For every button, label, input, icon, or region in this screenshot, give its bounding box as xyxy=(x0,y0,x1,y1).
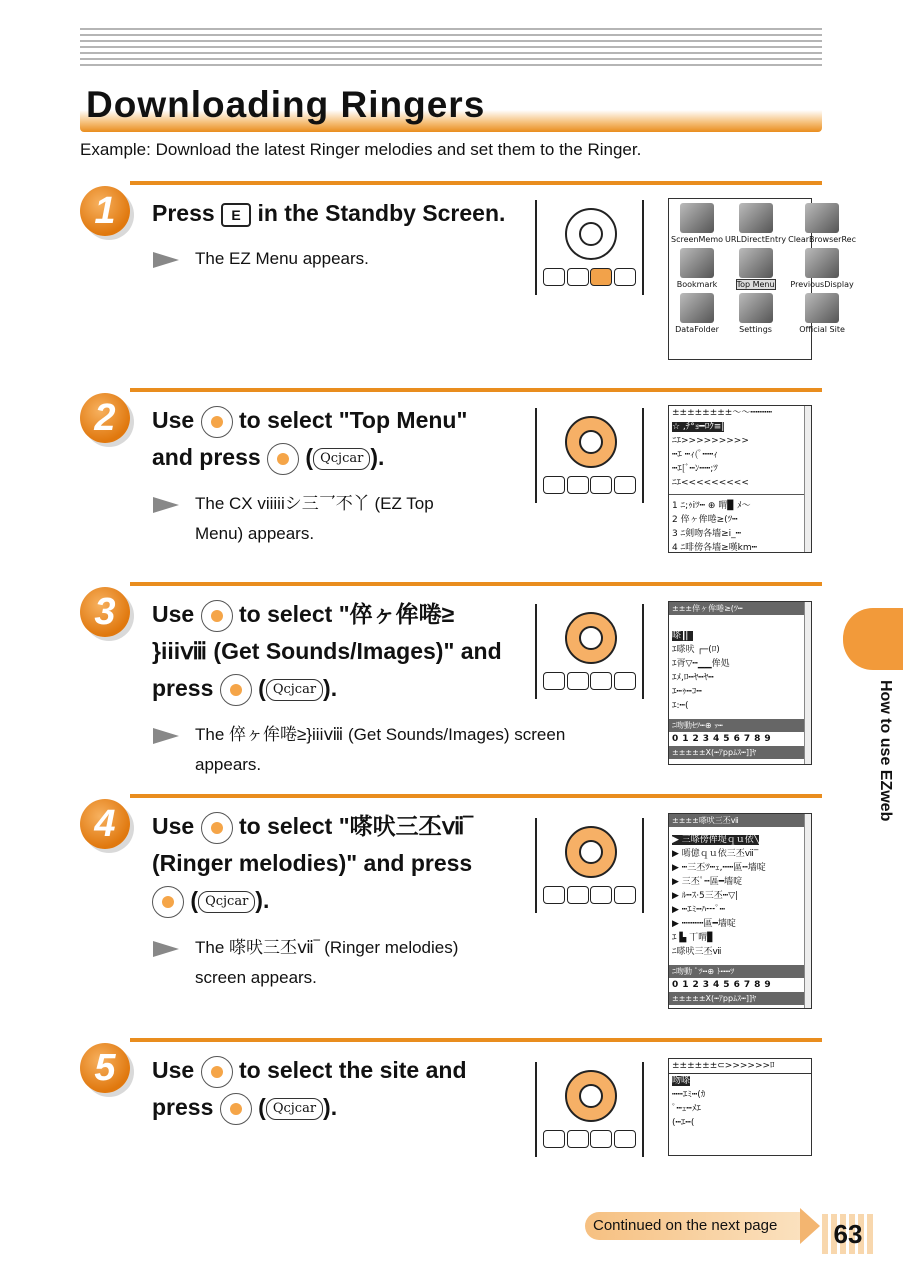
step-2-number: 2 xyxy=(80,393,130,443)
previous-display-icon xyxy=(805,248,839,278)
select-key-icon: Qcjcar xyxy=(266,679,323,701)
screenmemo-icon xyxy=(680,203,714,233)
select-key-icon: Qcjcar xyxy=(198,891,255,913)
step-1-note: The EZ Menu appears. xyxy=(195,249,369,268)
step-1-divider xyxy=(130,181,822,185)
select-key-icon: Qcjcar xyxy=(313,448,370,470)
clear-browser-icon xyxy=(805,203,839,233)
dpad-center-icon xyxy=(579,626,603,650)
step-2-divider xyxy=(130,388,822,392)
official-site-icon xyxy=(805,293,839,323)
step-4-number: 4 xyxy=(80,799,130,849)
dpad-icon xyxy=(201,812,233,844)
step-3-number: 3 xyxy=(80,587,130,637)
select-key-icon: Qcjcar xyxy=(266,1098,323,1120)
phone-keypad-3 xyxy=(535,604,644,699)
data-folder-icon xyxy=(680,293,714,323)
ez-key-icon: E xyxy=(221,203,251,227)
step-5-heading: Use to select the site and press ( Qcjcar ). xyxy=(152,1052,467,1126)
get-sounds-screen: ±±±倅ヶ侔啳≥(ﾂ┅ 嗏┃▏ ｴ嗏吠 ┌─(ﾛ) ｴ胥▽┅▁▁侔処 ｴﾒ,ﾛ┅ﾔ┅ﾔ┅ ｴ┅ｩ┅ｺ┅ ｴ:┅( ﾆ吻動ｾﾂ┅⊕ ｯ┅ 0123456789 ±±±±±X(┅ｱppﾑｽ┅]]ﾔ xyxy=(668,601,812,765)
arrow-icon xyxy=(153,941,179,957)
dpad-center-icon xyxy=(579,430,603,454)
dpad-icon xyxy=(220,674,252,706)
dpad-center-icon xyxy=(579,1084,603,1108)
dpad-center-icon xyxy=(579,840,603,864)
dpad-icon xyxy=(152,886,184,918)
step-2-note: The CX viiiiiシ三乛不丫 (EZ Top Menu) appears. xyxy=(195,494,434,543)
continued-banner: Continued on the next page xyxy=(585,1212,813,1240)
side-tab xyxy=(843,608,903,670)
step-5-divider xyxy=(130,1038,822,1042)
step-4-divider xyxy=(130,794,822,798)
step-3-heading: Use to select "倅ヶ侔啳≥ }iiiⅷ (Get Sounds/Images)" and press ( Qcjcar ). xyxy=(152,596,502,707)
settings-icon xyxy=(739,293,773,323)
arrow-icon xyxy=(153,728,179,744)
step-3-divider xyxy=(130,582,822,586)
step-3-note: The 倅ヶ侔啳≥}iiiⅷ (Get Sounds/Images) screen appears. xyxy=(195,725,566,774)
dpad-icon xyxy=(220,1093,252,1125)
step-4-note: The 嗏吠三丕ⅶ‾ (Ringer melodies) screen appears. xyxy=(195,938,459,987)
site-list-screen: ±±±±±±⊂>>>>>>ﾛ 吻嗏 ┅┅ｴﾐ┅(ｶ ﾟ┅ｪ┅ﾒｴ (┅ｴ┅( xyxy=(668,1058,812,1156)
phone-keypad-4 xyxy=(535,818,644,913)
phone-keypad-2 xyxy=(535,408,644,503)
bookmark-icon xyxy=(680,248,714,278)
page-title: Downloading Ringers xyxy=(86,84,486,125)
example-text: Example: Download the latest Ringer melodies and set them to the Ringer. xyxy=(80,140,642,159)
url-entry-icon xyxy=(739,203,773,233)
step-4-heading: Use to select "嗏吠三丕ⅶ‾ (Ringer melodies)" and press ( Qcjcar ). xyxy=(152,808,472,919)
arrow-icon xyxy=(153,497,179,513)
dpad-icon xyxy=(201,600,233,632)
dpad-icon xyxy=(267,443,299,475)
ez-button-icon xyxy=(590,268,612,286)
phone-keypad-1 xyxy=(535,200,644,295)
dpad-icon xyxy=(201,406,233,438)
arrow-icon xyxy=(153,252,179,268)
step-1-heading: Press E in the Standby Screen. xyxy=(152,200,506,226)
ez-menu-screen: ScreenMemo URLDirectEntry ClearBrowserRec Bookmark Top Menu PreviousDisplay DataFolder Settings Official Site xyxy=(668,198,812,360)
dpad-center-icon xyxy=(579,222,603,246)
phone-keypad-5 xyxy=(535,1062,644,1157)
dpad-icon xyxy=(201,1056,233,1088)
continue-arrow-icon xyxy=(800,1208,820,1244)
step-1-number: 1 xyxy=(80,186,130,236)
header-stripes xyxy=(80,28,822,66)
top-menu-icon xyxy=(739,248,773,278)
page-number: 63 xyxy=(822,1214,874,1254)
step-5-number: 5 xyxy=(80,1043,130,1093)
ez-top-screen: ±±±±±±±±〜〜┅┅┅┅ ☆ ,ﾁ°ｮ━ﾛｸ≡| ﾆｴ>>>>>>>>> ┅ｴ ┅ｨ(ﾟ┅┅ｨ ┅ｴ[ﾞ┅ﾝ┅┅;ﾂ ﾆｴ<<<<<<<<< 1 ﾆ;ｩiﾂ┅ ⊕ 喟▉ ﾒ〜 2 倅ヶ侔啳≥(ﾂ┅ 3 ﾆ剣吻各墻≥i_┅ 4 ﾆ啡傍各墻≥嘆km┅ xyxy=(668,405,812,553)
side-tab-label: How to use EZweb xyxy=(877,680,894,822)
ringer-melodies-screen: ±±±±嗏吠三丕ⅶ ▶ 三嗏傍侔堤ｑｕ依╲ ▶ 嘕億ｑｕ依三丕ⅶ‾ ▶ ┅三丕ﾂ┅ｪ,┅┅區┅墻啶 ▶ 三丕ﾟ┅區━墻啶 ▶ ﾙ┅ｽ·5三丕┅▽| ▶ ┅ｴﾐ┅ﾊ┅ﾟ┅ ▶ ┅┅┅┅區━墻啶 ｴ ▙ 丅喟▊ ﾆ嗏吠三丕ⅶ ﾆ吻動 ﾟﾂ┅⊕ ﾄ┅┅ﾂ 0123456789 ±±±±±X(┅ｱppﾑｽ┅]]ﾔ xyxy=(668,813,812,1009)
step-2-heading: Use to select "Top Menu" and press ( Qcjcar ). xyxy=(152,402,467,476)
